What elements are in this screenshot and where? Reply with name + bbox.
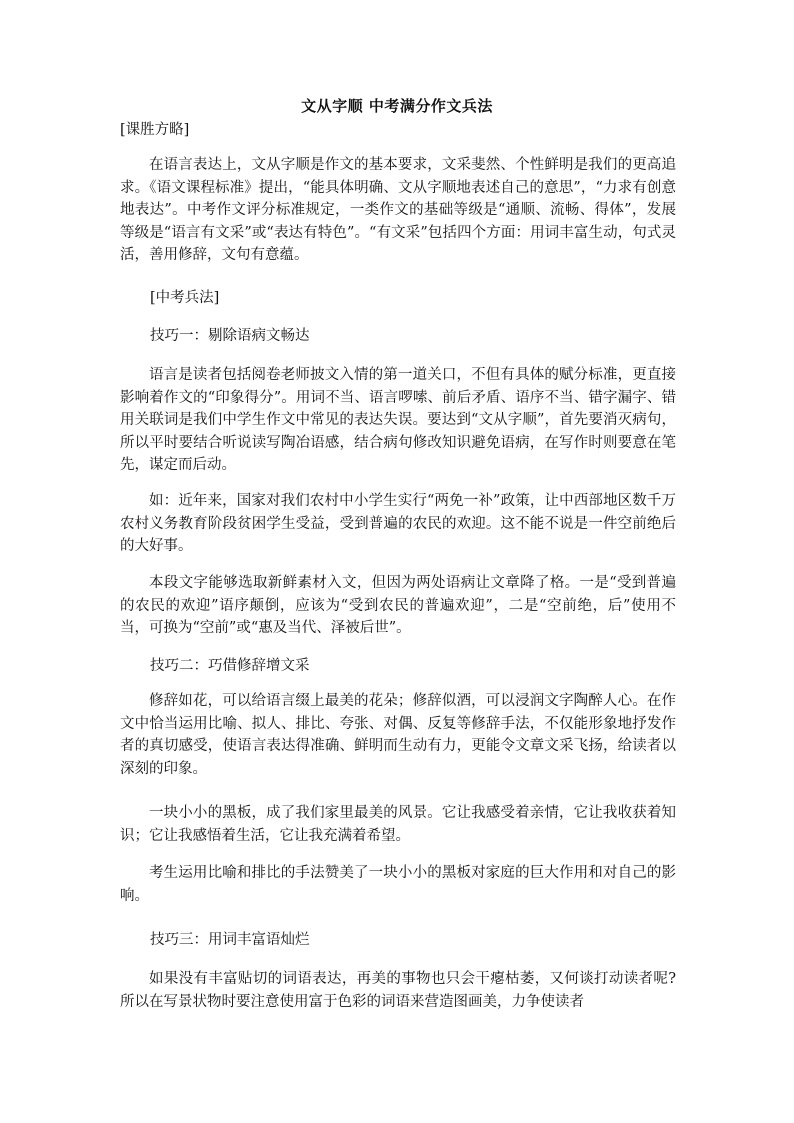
tip3-body: 如果没有丰富贴切的词语表达，再美的事物也只会干瘪枯萎，又何谈打动读者呢?所以在写景状物时要注意使用富于色彩的词语来营造图画美，力争使读者 — [120, 971, 676, 1010]
intro-paragraph: 在语言表达上，文从字顺是作文的基本要求，文采斐然、个性鲜明是我们的更高追求。《语文课程标准》提出，“能具体明确、文从字顺地表述自己的意思”，“力求有创意地表达”。中考作文评分标准规定，一类作文的基础等级是“通顺、流畅、得体”，发展等级是“语言有文采”或“表达有特色”。“有文采”包括四个方面：用词丰富生动，句式灵活，善用修辞，文句有意蕴。 — [120, 157, 676, 263]
tip2-heading: 技巧二：巧借修辞增文采 — [150, 658, 310, 674]
tip2-example: 一块小小的黑板，成了我们家里最美的风景。它让我感受着亲情，它让我收获着知识；它让我感悟着生活，它让我充满着希望。 — [120, 805, 676, 844]
section-heading: [中考兵法] — [150, 290, 220, 306]
tip1-heading: 技巧一：剔除语病文畅达 — [150, 328, 310, 344]
tip1-body: 语言是读者包括阅卷老师披文入情的第一道关口，不但有具体的赋分标准，更直接影响着作文的“印象得分”。用词不当、语言啰嗦、前后矛盾、语序不当、错字漏字、错用关联词是我们中学生作文中常见的表达失误。要达到“文从字顺”，首先要消灭病句，所以平时要结合听说读写陶冶语感，结合病句修改知识避免语病，在写作时则要意在笔先，谋定而后动。 — [120, 367, 676, 473]
section-tag: [课胜方略] — [120, 122, 190, 138]
tip2-body: 修辞如花，可以给语言缀上最美的花朵；修辞似酒，可以浸润文字陶醉人心。在作文中恰当运用比喻、拟人、排比、夸张、对偶、反复等修辞手法，不仅能形象地抒发作者的真切感受，使语言表达得准确、鲜明而生动有力，更能令文章文采飞扬，给读者以深刻的印象。 — [120, 693, 676, 777]
tip1-example: 如：近年来，国家对我们农村中小学生实行“两免一补”政策，让中西部地区数千万农村义务教育阶段贫困学生受益，受到普遍的农民的欢迎。这不能不说是一件空前绝后的大好事。 — [120, 493, 676, 554]
document-title: 文从字顺 中考满分作文兵法 — [301, 97, 493, 115]
tip3-heading: 技巧三：用词丰富语灿烂 — [150, 932, 310, 948]
tip1-comment: 本段文字能够选取新鲜素材入文，但因为两处语病让文章降了格。一是“受到普遍的农民的欢迎”语序颠倒，应该为“受到农民的普遍欢迎”，二是“空前绝，后”使用不当，可换为“空前”或“惠及当代、泽被后世”。 — [120, 575, 676, 636]
tip2-comment: 考生运用比喻和排比的手法赞美了一块小小的黑板对家庭的巨大作用和对自己的影响。 — [120, 865, 676, 904]
